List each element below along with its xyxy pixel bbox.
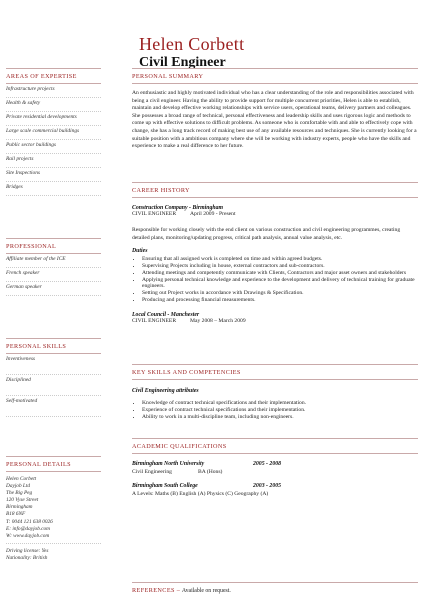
references-text: Available on request. (181, 588, 231, 594)
contact-phone: T: 0044 121 638 0026 (6, 518, 53, 525)
expertise-item: Health & safety (6, 98, 101, 112)
divider (132, 453, 418, 454)
professional-item: German speaker (6, 282, 101, 296)
personal-details-section (6, 456, 101, 562)
contact-email[interactable]: E: info@dayjob.com (6, 525, 51, 532)
professional-item: Affiliate member of the ICE (6, 254, 101, 268)
personal-skill-item: Self-motivated (6, 396, 101, 417)
section-heading: KEY SKILLS AND COMPETENCIES (132, 369, 241, 376)
qualification-detail (132, 491, 418, 499)
divider (6, 471, 101, 472)
duty-item: • Supervising Projects including in house, external contractors and sub-contractors. (142, 263, 418, 270)
divider (132, 197, 418, 198)
personal-skill-item: Disciplined (6, 375, 101, 396)
professional-section (6, 238, 101, 296)
contact-line: Birmingham (6, 504, 33, 511)
expertise-item: Bridges (6, 182, 101, 196)
section-heading: ACADEMIC QUALIFICATIONS (132, 443, 227, 450)
professional-item: French speaker (6, 268, 101, 282)
duties-list (132, 256, 418, 304)
nationality: Nationality: British (6, 554, 48, 561)
personal-skills-section (6, 338, 101, 417)
references-line (132, 583, 418, 594)
institution-name: Birmingham South College (132, 483, 198, 489)
personal-summary-section (132, 68, 418, 151)
qualification-years: 2005 - 2008 (253, 461, 282, 467)
job-description: Responsible for working closely with the end client on various construction and civil engineering programmes, creating detailed plans, monitoring/updating progress, critical path analysis, annual value analysis, etc. (132, 227, 401, 241)
course-name: Civil Engineering (132, 469, 172, 475)
summary-text: An enthusiastic and highly motivated individual who has a clear understanding of the role and responsibilities associated with being a civil engineer. Having the ability to provide support for multiple concurrent priorities, Helen is able to establish, maintain and develop effective working relationships with service users, operational teams, delivery partners and colleagues. She possesses a broad range of technical, personal effectiveness and leadership skills and uses rigorous logic and methods to come up with effective solutions to difficult problems. As someone who is comfortable with and able to effectively cope with change, she has a long track record of making best use of any available resources and techniques. She is currently looking for a suitable position with a ambitious company where she will be working with industry experts, people who have the skills and experience to make a real difference to her future. (132, 90, 417, 150)
expertise-item: Large scale commercial buildings (6, 126, 101, 140)
section-heading: PERSONAL DETAILS (6, 461, 71, 468)
expertise-item: Private residential developments (6, 112, 101, 126)
duty-item: • Setting out Project works in accordance with Drawings & Specification. (142, 290, 418, 297)
skill-item: • Knowledge of contract technical specifications and their implementation. (142, 400, 418, 407)
contact-website[interactable]: W: www.dayjob.com (6, 533, 101, 544)
job-dates: April 2009 - Present (190, 211, 236, 217)
section-heading: PERSONAL SKILLS (6, 343, 67, 350)
section-heading: PROFESSIONAL (6, 243, 57, 250)
skills-subheading: Civil Engineering attributes (132, 388, 199, 394)
skill-item: • Ability to work in a multi-discipline team, including non-engineers. (142, 414, 418, 421)
qualification-header (132, 461, 418, 469)
expertise-item: Public sector buildings (6, 140, 101, 154)
contact-line: The Big Peg (6, 490, 33, 497)
key-skills-section (132, 364, 418, 420)
employer-name: Local Council - Manchester (132, 311, 200, 318)
skills-list (132, 400, 418, 420)
contact-line: 120 Vyse Street (6, 497, 39, 504)
qualification-header (132, 483, 418, 491)
institution-name: Birmingham North University (132, 461, 205, 467)
contact-line: B18 6NF (6, 511, 26, 518)
job-dates: May 2008 – March 2009 (190, 317, 246, 324)
qualification-years: 2003 - 2005 (253, 483, 282, 489)
divider (132, 83, 418, 84)
driving-license: Driving license: Yes (6, 547, 49, 554)
academic-qualifications-section (132, 438, 418, 499)
course-name: A Levels: Maths (B) English (A) Physics (C) Geography (A) (132, 491, 269, 497)
contact-line: Helen Corbett (6, 476, 37, 482)
section-heading: CAREER HISTORY (132, 187, 190, 194)
personal-skill-item: Inventiveness (6, 354, 101, 375)
areas-of-expertise-section (6, 68, 101, 196)
qualification-detail (132, 469, 418, 477)
cv-name: Helen Corbett (139, 34, 245, 54)
section-heading: REFERENCES – (132, 587, 181, 594)
duty-item: • Applying personal technical knowledge and experience to the development and delivery of technical training for graduate engineers. (142, 277, 418, 291)
job-title-row (132, 211, 418, 219)
qualification-grade: BA (Hons) (198, 469, 223, 475)
duty-item: • Ensuring that all assigned work is completed on time and within agreed budgets. (142, 256, 418, 263)
expertise-item: Infrastructure projects (6, 84, 101, 98)
references-section (132, 582, 418, 594)
job-title-row (132, 318, 418, 326)
expertise-item: Rail projects (6, 154, 101, 168)
expertise-item: Site Inspections (6, 168, 101, 182)
contact-line: Dayjob Ltd (6, 483, 30, 490)
job-position: CIVIL ENGINEER (132, 317, 177, 324)
section-heading: PERSONAL SUMMARY (132, 73, 204, 80)
duties-heading: Duties (132, 248, 148, 255)
duty-item: • Producing and processing financial measurements. (142, 297, 418, 304)
job-position: CIVIL ENGINEER (132, 211, 177, 217)
cv-role-title: Civil Engineer (139, 55, 226, 70)
duty-item: • Attending meetings and competently communicate with Clients, Contractors and major asset owners and stakeholders (142, 270, 418, 277)
employer-name: Construction Company - Birmingham (132, 205, 224, 211)
skill-item: • Experience of contract technical specifications and their implementation. (142, 407, 418, 414)
divider (132, 379, 418, 380)
career-history-section (132, 182, 418, 326)
section-heading: AREAS OF EXPERTISE (6, 73, 77, 80)
